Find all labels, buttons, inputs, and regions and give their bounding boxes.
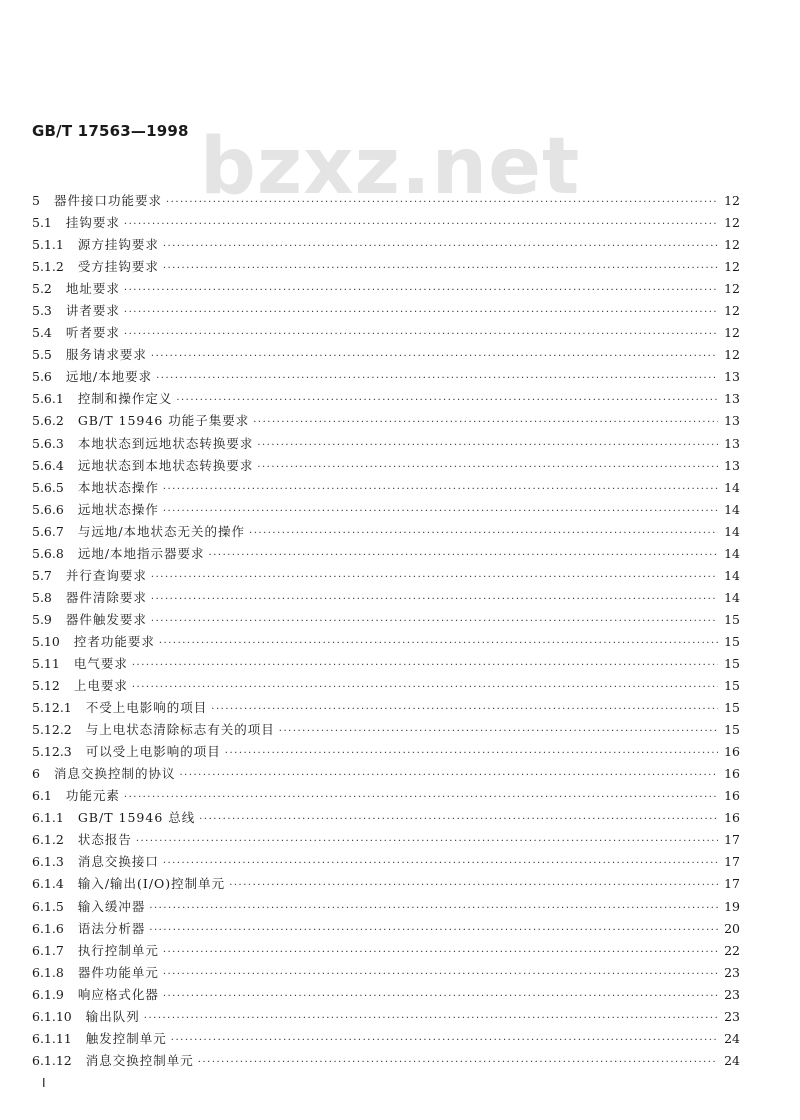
toc-entry-page: 15 <box>724 655 740 671</box>
toc-entry-page: 17 <box>724 832 740 848</box>
toc-entry-number: 6.1.10 <box>32 1008 72 1024</box>
toc-entry-page: 20 <box>724 920 740 936</box>
toc-entry-title: 消息交换控制的协议 <box>53 766 176 782</box>
toc-entry <box>32 477 740 499</box>
toc-entry <box>32 1050 740 1072</box>
toc-entry-title: 与远地/本地状态无关的操作 <box>77 523 246 539</box>
toc-leader-dots <box>163 853 718 875</box>
toc-entry-page: 17 <box>724 876 740 892</box>
toc-leader-dots <box>124 787 718 809</box>
toc-entry-title: 器件功能单元 <box>77 964 159 980</box>
toc-entry-number: 6.1.6 <box>32 920 64 936</box>
toc-entry <box>32 455 740 477</box>
toc-entry-title: 器件清除要求 <box>65 589 147 605</box>
toc-entry-page: 12 <box>724 237 740 253</box>
toc-entry <box>32 212 740 234</box>
toc-leader-dots <box>163 942 718 964</box>
toc-entry-title: 触发控制单元 <box>85 1030 167 1046</box>
toc-entry <box>32 234 740 256</box>
toc-entry-number: 5.6.1 <box>32 391 64 407</box>
toc-entry-title: 远地/本地指示器要求 <box>77 545 205 561</box>
toc-entry <box>32 344 740 366</box>
toc-leader-dots <box>163 986 718 1008</box>
toc-entry <box>32 366 740 388</box>
toc-entry-title: 语法分析器 <box>77 920 146 936</box>
toc-leader-dots <box>151 567 718 589</box>
toc-entry-page: 24 <box>724 1052 740 1068</box>
toc-entry-title: 本地状态操作 <box>77 479 159 495</box>
toc-entry-number: 6.1.4 <box>32 876 64 892</box>
toc-entry-page: 23 <box>724 1008 740 1024</box>
toc-entry-page: 13 <box>724 435 740 451</box>
toc-entry-title: 执行控制单元 <box>77 942 159 958</box>
toc-leader-dots <box>163 236 718 258</box>
toc-entry <box>32 278 740 300</box>
toc-entry-title: GB/T 15946 功能子集要求 <box>77 413 250 429</box>
toc-entry-number: 5.1.1 <box>32 237 64 253</box>
toc-entry-title: 器件接口功能要求 <box>53 193 162 208</box>
toc-entry-number: 5.6.4 <box>32 457 64 473</box>
toc-entry <box>32 763 740 785</box>
toc-entry-number: 5.11 <box>32 655 60 671</box>
toc-entry <box>32 675 740 697</box>
toc-entry-title: 挂钩要求 <box>65 215 120 231</box>
toc-leader-dots <box>171 1030 718 1052</box>
toc-entry-title: 消息交换控制单元 <box>85 1052 194 1068</box>
toc-entry-page: 13 <box>724 413 740 429</box>
toc-entry-number: 5.6.8 <box>32 545 64 561</box>
toc-leader-dots <box>124 324 718 346</box>
toc-leader-dots <box>279 721 718 743</box>
toc-entry-number: 6.1.9 <box>32 986 64 1002</box>
toc-leader-dots <box>211 699 718 721</box>
toc-entry-page: 15 <box>724 700 740 716</box>
toc-entry-number: 5.1 <box>32 215 52 231</box>
toc-leader-dots <box>179 765 718 787</box>
watermark-logo: bzxz.net <box>200 122 581 212</box>
toc-entry-title: 本地状态到远地状态转换要求 <box>77 435 254 451</box>
toc-entry <box>32 1006 740 1028</box>
toc-entry-page: 19 <box>724 898 740 914</box>
toc-entry-number: 5.6.2 <box>32 413 64 429</box>
toc-entry-page: 16 <box>724 788 740 804</box>
toc-entry <box>32 962 740 984</box>
toc-entry <box>32 388 740 410</box>
toc-leader-dots <box>176 390 718 412</box>
toc-leader-dots <box>163 258 718 280</box>
toc-entry-title: 消息交换接口 <box>77 854 159 870</box>
toc-entry <box>32 873 740 895</box>
toc-entry-title: 输出队列 <box>85 1008 140 1024</box>
toc-entry-page: 12 <box>724 325 740 341</box>
toc-leader-dots <box>198 1052 718 1074</box>
toc-entry-number: 5.6.5 <box>32 479 64 495</box>
toc-entry-number: 5.10 <box>32 633 60 649</box>
toc-entry-page: 16 <box>724 744 740 760</box>
toc-entry <box>32 410 740 432</box>
toc-entry <box>32 521 740 543</box>
toc-entry <box>32 829 740 851</box>
toc-entry-number: 5.12.1 <box>32 700 72 716</box>
toc-leader-dots <box>132 677 718 699</box>
toc-leader-dots <box>144 1008 718 1030</box>
toc-entry-title: 上电要求 <box>73 678 128 694</box>
toc-entry <box>32 609 740 631</box>
toc-entry-number: 5.12 <box>32 678 60 694</box>
toc-entry-number: 5.6.3 <box>32 435 64 451</box>
toc-entry-title: 不受上电影响的项目 <box>85 700 208 716</box>
toc-entry-title: 可以受上电影响的项目 <box>85 744 221 760</box>
toc-entry <box>32 256 740 278</box>
toc-entry <box>32 322 740 344</box>
toc-entry-title: 输入缓冲器 <box>77 898 146 914</box>
toc-leader-dots <box>136 831 718 853</box>
toc-entry-page: 16 <box>724 810 740 826</box>
toc-entry <box>32 1028 740 1050</box>
toc-entry-number: 6.1 <box>32 788 52 804</box>
toc-entry-title: GB/T 15946 总线 <box>77 810 196 826</box>
toc-entry <box>32 543 740 565</box>
toc-leader-dots <box>257 435 718 457</box>
toc-entry-page: 23 <box>724 986 740 1002</box>
toc-entry-page: 14 <box>724 545 740 561</box>
toc-leader-dots <box>159 633 718 655</box>
toc-leader-dots <box>249 523 718 545</box>
toc-entry-number: 5.1.2 <box>32 259 64 275</box>
toc-entry-page: 12 <box>724 347 740 363</box>
toc-leader-dots <box>225 743 718 765</box>
toc-entry <box>32 940 740 962</box>
toc-entry-title: 受方挂钩要求 <box>77 259 159 275</box>
toc-entry-page: 12 <box>724 215 740 231</box>
toc-entry-title: 远地状态到本地状态转换要求 <box>77 457 254 473</box>
toc-entry <box>32 984 740 1006</box>
toc-leader-dots <box>151 346 718 368</box>
toc-leader-dots <box>163 501 718 523</box>
toc-entry-number: 5.2 <box>32 281 52 297</box>
toc-entry-page: 15 <box>724 722 740 738</box>
toc-leader-dots <box>149 898 718 920</box>
toc-entry-page: 12 <box>724 303 740 319</box>
toc-entry-number: 5.12.2 <box>32 722 72 738</box>
toc-entry-title: 控制和操作定义 <box>77 391 173 407</box>
toc-entry-title: 服务请求要求 <box>65 347 147 363</box>
toc-entry <box>32 785 740 807</box>
page-number: I <box>42 1076 46 1090</box>
standard-number-header: GB/T 17563—1998 <box>32 122 189 140</box>
toc-entry <box>32 565 740 587</box>
toc-entry-page: 16 <box>724 766 740 782</box>
toc-entry-number: 6.1.8 <box>32 964 64 980</box>
toc-leader-dots <box>149 920 718 942</box>
toc-entry-page: 12 <box>724 259 740 275</box>
toc-entry <box>32 300 740 322</box>
toc-entry-title: 功能元素 <box>65 788 120 804</box>
toc-entry <box>32 631 740 653</box>
toc-entry <box>32 697 740 719</box>
toc-entry <box>32 896 740 918</box>
toc-entry-page: 15 <box>724 611 740 627</box>
toc-entry-number: 5.8 <box>32 589 52 605</box>
toc-entry-number: 6.1.2 <box>32 832 64 848</box>
toc-entry-title: 输入/输出(I/O)控制单元 <box>77 876 226 892</box>
toc-entry-page: 15 <box>724 633 740 649</box>
toc-entry-title: 远地/本地要求 <box>65 369 153 385</box>
toc-leader-dots <box>229 875 718 897</box>
toc-entry-number: 6 <box>32 766 40 782</box>
toc-entry <box>32 190 740 212</box>
toc-entry-number: 5.5 <box>32 347 52 363</box>
toc-entry-number: 5.6.6 <box>32 501 64 517</box>
toc-entry-page: 22 <box>724 942 740 958</box>
toc-entry-page: 14 <box>724 523 740 539</box>
toc-entry-number: 5.9 <box>32 611 52 627</box>
toc-entry <box>32 587 740 609</box>
toc-entry-number: 6.1.12 <box>32 1052 72 1068</box>
toc-entry-title: 远地状态操作 <box>77 501 159 517</box>
toc-entry-title: 响应格式化器 <box>77 986 159 1002</box>
toc-entry <box>32 807 740 829</box>
toc-entry-title: 器件触发要求 <box>65 611 147 627</box>
toc-entry <box>32 741 740 763</box>
toc-entry-page: 12 <box>724 193 740 208</box>
toc-entry-page: 14 <box>724 567 740 583</box>
toc-leader-dots <box>151 589 718 611</box>
toc-entry <box>32 653 740 675</box>
toc-leader-dots <box>253 412 718 434</box>
toc-entry <box>32 719 740 741</box>
toc-entry-title: 地址要求 <box>65 281 120 297</box>
toc-entry <box>32 918 740 940</box>
toc-entry-page: 23 <box>724 964 740 980</box>
toc-entry-page: 14 <box>724 501 740 517</box>
toc-leader-dots <box>163 479 718 501</box>
toc-entry-number: 5.3 <box>32 303 52 319</box>
toc-leader-dots <box>199 809 718 831</box>
toc-leader-dots <box>124 302 718 324</box>
toc-entry-page: 13 <box>724 369 740 385</box>
toc-entry-page: 12 <box>724 281 740 297</box>
toc-entry <box>32 499 740 521</box>
toc-leader-dots <box>132 655 718 677</box>
toc-entry-number: 5.6.7 <box>32 523 64 539</box>
toc-entry-title: 与上电状态清除标志有关的项目 <box>85 722 275 738</box>
toc-leader-dots <box>257 457 718 479</box>
toc-entry-page: 15 <box>724 678 740 694</box>
toc-leader-dots <box>209 545 718 567</box>
toc-entry-page: 13 <box>724 457 740 473</box>
toc-entry-page: 13 <box>724 391 740 407</box>
toc-entry-title: 讲者要求 <box>65 303 120 319</box>
toc-entry-number: 6.1.7 <box>32 942 64 958</box>
toc-entry-number: 6.1.3 <box>32 854 64 870</box>
toc-entry-number: 5.12.3 <box>32 744 72 760</box>
toc-entry <box>32 433 740 455</box>
toc-leader-dots <box>151 611 718 633</box>
toc-entry-number: 5 <box>32 193 40 208</box>
toc-entry-title: 电气要求 <box>73 655 128 671</box>
toc-entry-number: 6.1.11 <box>32 1030 72 1046</box>
toc-leader-dots <box>124 214 718 236</box>
toc-entry-number: 5.6 <box>32 369 52 385</box>
toc-entry-page: 14 <box>724 589 740 605</box>
toc-entry-title: 控者功能要求 <box>73 633 155 649</box>
toc-entry <box>32 851 740 873</box>
toc-entry-page: 17 <box>724 854 740 870</box>
toc-entry-number: 5.4 <box>32 325 52 341</box>
toc-leader-dots <box>166 192 718 214</box>
toc-entry-title: 听者要求 <box>65 325 120 341</box>
toc-leader-dots <box>124 280 718 302</box>
table-of-contents <box>32 190 740 1072</box>
toc-leader-dots <box>156 368 718 390</box>
toc-entry-number: 6.1.5 <box>32 898 64 914</box>
toc-entry-number: 6.1.1 <box>32 810 64 826</box>
toc-entry-title: 并行查询要求 <box>65 567 147 583</box>
toc-entry-number: 5.7 <box>32 567 52 583</box>
toc-entry-page: 24 <box>724 1030 740 1046</box>
toc-entry-page: 14 <box>724 479 740 495</box>
toc-entry-title: 状态报告 <box>77 832 132 848</box>
toc-leader-dots <box>163 964 718 986</box>
toc-entry-title: 源方挂钩要求 <box>77 237 159 253</box>
